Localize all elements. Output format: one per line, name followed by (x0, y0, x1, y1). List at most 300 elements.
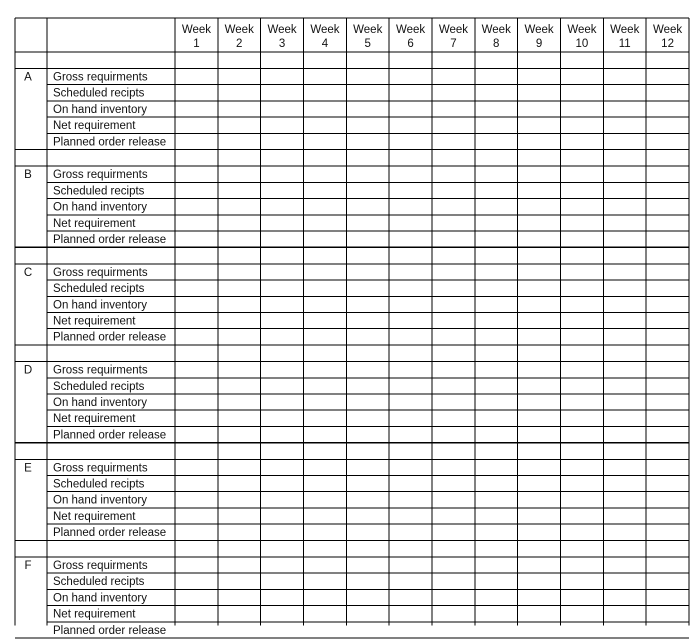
week-cell-input[interactable] (433, 590, 474, 604)
week-cell-input[interactable] (476, 574, 517, 588)
week-cell-input[interactable] (476, 118, 517, 132)
week-cell-input[interactable] (176, 232, 217, 246)
week-cell-input[interactable] (390, 102, 431, 116)
week-cell-input[interactable] (219, 363, 260, 377)
week-cell-input[interactable] (219, 118, 260, 132)
week-cell-input[interactable] (347, 297, 388, 311)
week-cell-input[interactable] (562, 70, 603, 84)
week-cell-input[interactable] (262, 590, 303, 604)
week-cell-input[interactable] (390, 363, 431, 377)
week-cell-input[interactable] (562, 379, 603, 393)
week-cell-input[interactable] (562, 118, 603, 132)
week-cell-input[interactable] (519, 232, 560, 246)
week-cell-input[interactable] (219, 395, 260, 409)
week-cell-input[interactable] (262, 477, 303, 491)
week-cell-input[interactable] (347, 379, 388, 393)
week-cell-input[interactable] (647, 590, 688, 604)
week-cell-input[interactable] (390, 379, 431, 393)
week-cell-input[interactable] (562, 86, 603, 100)
week-cell-input[interactable] (219, 574, 260, 588)
week-cell-input[interactable] (219, 607, 260, 621)
week-cell-input[interactable] (390, 477, 431, 491)
week-cell-input[interactable] (476, 509, 517, 523)
week-cell-input[interactable] (647, 460, 688, 474)
week-cell-input[interactable] (562, 477, 603, 491)
week-cell-input[interactable] (433, 118, 474, 132)
week-cell-input[interactable] (262, 411, 303, 425)
week-cell-input[interactable] (305, 574, 346, 588)
week-cell-input[interactable] (176, 363, 217, 377)
week-cell-input[interactable] (176, 297, 217, 311)
week-cell-input[interactable] (647, 281, 688, 295)
week-cell-input[interactable] (433, 216, 474, 230)
week-cell-input[interactable] (476, 477, 517, 491)
week-cell-input[interactable] (347, 102, 388, 116)
week-cell-input[interactable] (519, 493, 560, 507)
week-cell-input[interactable] (604, 216, 645, 230)
week-cell-input[interactable] (219, 216, 260, 230)
week-cell-input[interactable] (562, 460, 603, 474)
week-cell-input[interactable] (562, 216, 603, 230)
week-cell-input[interactable] (305, 607, 346, 621)
week-cell-input[interactable] (519, 330, 560, 344)
week-cell-input[interactable] (390, 297, 431, 311)
week-cell-input[interactable] (390, 427, 431, 441)
week-cell-input[interactable] (647, 525, 688, 539)
week-cell-input[interactable] (305, 70, 346, 84)
week-cell-input[interactable] (390, 411, 431, 425)
week-cell-input[interactable] (305, 134, 346, 148)
week-cell-input[interactable] (219, 314, 260, 328)
week-cell-input[interactable] (347, 558, 388, 572)
week-cell-input[interactable] (305, 460, 346, 474)
week-cell-input[interactable] (176, 460, 217, 474)
week-cell-input[interactable] (476, 297, 517, 311)
week-cell-input[interactable] (647, 427, 688, 441)
week-cell-input[interactable] (562, 558, 603, 572)
week-cell-input[interactable] (433, 477, 474, 491)
week-cell-input[interactable] (390, 281, 431, 295)
week-cell-input[interactable] (176, 167, 217, 181)
week-cell-input[interactable] (647, 118, 688, 132)
week-cell-input[interactable] (647, 623, 688, 637)
week-cell-input[interactable] (604, 590, 645, 604)
week-cell-input[interactable] (433, 607, 474, 621)
week-cell-input[interactable] (647, 216, 688, 230)
week-cell-input[interactable] (262, 167, 303, 181)
week-cell-input[interactable] (347, 460, 388, 474)
week-cell-input[interactable] (262, 118, 303, 132)
week-cell-input[interactable] (647, 183, 688, 197)
week-cell-input[interactable] (305, 379, 346, 393)
week-cell-input[interactable] (176, 102, 217, 116)
week-cell-input[interactable] (476, 86, 517, 100)
week-cell-input[interactable] (519, 411, 560, 425)
week-cell-input[interactable] (604, 70, 645, 84)
week-cell-input[interactable] (262, 574, 303, 588)
week-cell-input[interactable] (176, 281, 217, 295)
week-cell-input[interactable] (604, 493, 645, 507)
week-cell-input[interactable] (262, 607, 303, 621)
week-cell-input[interactable] (604, 607, 645, 621)
week-cell-input[interactable] (604, 232, 645, 246)
week-cell-input[interactable] (219, 525, 260, 539)
week-cell-input[interactable] (647, 86, 688, 100)
week-cell-input[interactable] (519, 70, 560, 84)
week-cell-input[interactable] (562, 167, 603, 181)
week-cell-input[interactable] (604, 118, 645, 132)
week-cell-input[interactable] (347, 265, 388, 279)
week-cell-input[interactable] (176, 493, 217, 507)
week-cell-input[interactable] (433, 232, 474, 246)
week-cell-input[interactable] (476, 200, 517, 214)
week-cell-input[interactable] (347, 232, 388, 246)
week-cell-input[interactable] (305, 216, 346, 230)
week-cell-input[interactable] (305, 86, 346, 100)
week-cell-input[interactable] (647, 297, 688, 311)
week-cell-input[interactable] (390, 493, 431, 507)
week-cell-input[interactable] (433, 297, 474, 311)
week-cell-input[interactable] (347, 623, 388, 637)
week-cell-input[interactable] (476, 183, 517, 197)
week-cell-input[interactable] (562, 102, 603, 116)
week-cell-input[interactable] (219, 232, 260, 246)
week-cell-input[interactable] (433, 314, 474, 328)
week-cell-input[interactable] (390, 330, 431, 344)
week-cell-input[interactable] (219, 183, 260, 197)
week-cell-input[interactable] (604, 509, 645, 523)
week-cell-input[interactable] (176, 607, 217, 621)
week-cell-input[interactable] (390, 590, 431, 604)
week-cell-input[interactable] (433, 86, 474, 100)
week-cell-input[interactable] (219, 265, 260, 279)
week-cell-input[interactable] (219, 590, 260, 604)
week-cell-input[interactable] (347, 216, 388, 230)
week-cell-input[interactable] (262, 314, 303, 328)
week-cell-input[interactable] (476, 607, 517, 621)
week-cell-input[interactable] (519, 102, 560, 116)
week-cell-input[interactable] (219, 493, 260, 507)
week-cell-input[interactable] (176, 558, 217, 572)
week-cell-input[interactable] (305, 265, 346, 279)
week-cell-input[interactable] (647, 167, 688, 181)
week-cell-input[interactable] (476, 265, 517, 279)
week-cell-input[interactable] (305, 118, 346, 132)
week-cell-input[interactable] (519, 607, 560, 621)
week-cell-input[interactable] (219, 134, 260, 148)
week-cell-input[interactable] (647, 558, 688, 572)
week-cell-input[interactable] (519, 200, 560, 214)
week-cell-input[interactable] (604, 558, 645, 572)
week-cell-input[interactable] (390, 200, 431, 214)
week-cell-input[interactable] (347, 281, 388, 295)
week-cell-input[interactable] (262, 623, 303, 637)
week-cell-input[interactable] (219, 379, 260, 393)
week-cell-input[interactable] (562, 314, 603, 328)
week-cell-input[interactable] (347, 493, 388, 507)
week-cell-input[interactable] (347, 70, 388, 84)
week-cell-input[interactable] (433, 265, 474, 279)
week-cell-input[interactable] (604, 477, 645, 491)
week-cell-input[interactable] (347, 574, 388, 588)
week-cell-input[interactable] (519, 395, 560, 409)
week-cell-input[interactable] (262, 460, 303, 474)
week-cell-input[interactable] (347, 167, 388, 181)
week-cell-input[interactable] (519, 460, 560, 474)
week-cell-input[interactable] (176, 86, 217, 100)
week-cell-input[interactable] (647, 314, 688, 328)
week-cell-input[interactable] (305, 558, 346, 572)
week-cell-input[interactable] (519, 525, 560, 539)
week-cell-input[interactable] (562, 509, 603, 523)
week-cell-input[interactable] (604, 411, 645, 425)
week-cell-input[interactable] (347, 525, 388, 539)
week-cell-input[interactable] (262, 183, 303, 197)
week-cell-input[interactable] (347, 477, 388, 491)
week-cell-input[interactable] (176, 574, 217, 588)
week-cell-input[interactable] (219, 330, 260, 344)
week-cell-input[interactable] (305, 200, 346, 214)
week-cell-input[interactable] (562, 590, 603, 604)
week-cell-input[interactable] (433, 525, 474, 539)
week-cell-input[interactable] (347, 363, 388, 377)
week-cell-input[interactable] (519, 427, 560, 441)
week-cell-input[interactable] (390, 525, 431, 539)
week-cell-input[interactable] (176, 314, 217, 328)
week-cell-input[interactable] (519, 379, 560, 393)
week-cell-input[interactable] (562, 411, 603, 425)
week-cell-input[interactable] (476, 216, 517, 230)
week-cell-input[interactable] (562, 363, 603, 377)
week-cell-input[interactable] (262, 363, 303, 377)
week-cell-input[interactable] (262, 493, 303, 507)
week-cell-input[interactable] (647, 509, 688, 523)
week-cell-input[interactable] (604, 460, 645, 474)
week-cell-input[interactable] (519, 623, 560, 637)
week-cell-input[interactable] (604, 134, 645, 148)
week-cell-input[interactable] (262, 558, 303, 572)
week-cell-input[interactable] (476, 493, 517, 507)
week-cell-input[interactable] (390, 395, 431, 409)
week-cell-input[interactable] (176, 216, 217, 230)
week-cell-input[interactable] (347, 314, 388, 328)
week-cell-input[interactable] (647, 493, 688, 507)
week-cell-input[interactable] (519, 297, 560, 311)
week-cell-input[interactable] (219, 167, 260, 181)
week-cell-input[interactable] (647, 265, 688, 279)
week-cell-input[interactable] (647, 102, 688, 116)
week-cell-input[interactable] (562, 134, 603, 148)
week-cell-input[interactable] (305, 297, 346, 311)
week-cell-input[interactable] (433, 102, 474, 116)
week-cell-input[interactable] (347, 395, 388, 409)
week-cell-input[interactable] (433, 623, 474, 637)
week-cell-input[interactable] (262, 200, 303, 214)
week-cell-input[interactable] (390, 70, 431, 84)
week-cell-input[interactable] (433, 395, 474, 409)
week-cell-input[interactable] (476, 411, 517, 425)
week-cell-input[interactable] (433, 363, 474, 377)
week-cell-input[interactable] (562, 493, 603, 507)
week-cell-input[interactable] (305, 623, 346, 637)
week-cell-input[interactable] (219, 86, 260, 100)
week-cell-input[interactable] (219, 281, 260, 295)
week-cell-input[interactable] (176, 118, 217, 132)
week-cell-input[interactable] (305, 395, 346, 409)
week-cell-input[interactable] (390, 460, 431, 474)
week-cell-input[interactable] (433, 427, 474, 441)
week-cell-input[interactable] (604, 379, 645, 393)
week-cell-input[interactable] (433, 379, 474, 393)
week-cell-input[interactable] (347, 590, 388, 604)
week-cell-input[interactable] (433, 134, 474, 148)
week-cell-input[interactable] (219, 297, 260, 311)
week-cell-input[interactable] (604, 200, 645, 214)
week-cell-input[interactable] (476, 427, 517, 441)
week-cell-input[interactable] (219, 411, 260, 425)
week-cell-input[interactable] (262, 525, 303, 539)
week-cell-input[interactable] (562, 525, 603, 539)
week-cell-input[interactable] (433, 200, 474, 214)
week-cell-input[interactable] (390, 623, 431, 637)
week-cell-input[interactable] (562, 427, 603, 441)
week-cell-input[interactable] (647, 379, 688, 393)
week-cell-input[interactable] (433, 281, 474, 295)
week-cell-input[interactable] (219, 623, 260, 637)
week-cell-input[interactable] (219, 509, 260, 523)
week-cell-input[interactable] (305, 427, 346, 441)
week-cell-input[interactable] (604, 102, 645, 116)
week-cell-input[interactable] (176, 70, 217, 84)
week-cell-input[interactable] (604, 297, 645, 311)
week-cell-input[interactable] (390, 216, 431, 230)
week-cell-input[interactable] (262, 265, 303, 279)
week-cell-input[interactable] (476, 623, 517, 637)
week-cell-input[interactable] (519, 558, 560, 572)
week-cell-input[interactable] (390, 265, 431, 279)
week-cell-input[interactable] (390, 509, 431, 523)
week-cell-input[interactable] (562, 607, 603, 621)
week-cell-input[interactable] (262, 330, 303, 344)
week-cell-input[interactable] (347, 183, 388, 197)
week-cell-input[interactable] (476, 314, 517, 328)
week-cell-input[interactable] (519, 574, 560, 588)
week-cell-input[interactable] (476, 363, 517, 377)
week-cell-input[interactable] (647, 70, 688, 84)
week-cell-input[interactable] (433, 70, 474, 84)
week-cell-input[interactable] (262, 509, 303, 523)
week-cell-input[interactable] (390, 607, 431, 621)
week-cell-input[interactable] (647, 395, 688, 409)
week-cell-input[interactable] (604, 167, 645, 181)
week-cell-input[interactable] (347, 118, 388, 132)
week-cell-input[interactable] (176, 134, 217, 148)
week-cell-input[interactable] (305, 281, 346, 295)
week-cell-input[interactable] (647, 411, 688, 425)
week-cell-input[interactable] (305, 314, 346, 328)
week-cell-input[interactable] (562, 265, 603, 279)
week-cell-input[interactable] (262, 281, 303, 295)
week-cell-input[interactable] (262, 216, 303, 230)
week-cell-input[interactable] (176, 183, 217, 197)
week-cell-input[interactable] (604, 265, 645, 279)
week-cell-input[interactable] (347, 330, 388, 344)
week-cell-input[interactable] (519, 134, 560, 148)
week-cell-input[interactable] (476, 134, 517, 148)
week-cell-input[interactable] (476, 590, 517, 604)
week-cell-input[interactable] (176, 395, 217, 409)
week-cell-input[interactable] (390, 86, 431, 100)
week-cell-input[interactable] (262, 86, 303, 100)
week-cell-input[interactable] (562, 281, 603, 295)
week-cell-input[interactable] (219, 427, 260, 441)
week-cell-input[interactable] (347, 200, 388, 214)
week-cell-input[interactable] (390, 232, 431, 246)
week-cell-input[interactable] (604, 86, 645, 100)
week-cell-input[interactable] (219, 102, 260, 116)
week-cell-input[interactable] (176, 427, 217, 441)
week-cell-input[interactable] (519, 183, 560, 197)
week-cell-input[interactable] (604, 525, 645, 539)
week-cell-input[interactable] (476, 525, 517, 539)
week-cell-input[interactable] (647, 477, 688, 491)
week-cell-input[interactable] (647, 330, 688, 344)
week-cell-input[interactable] (647, 607, 688, 621)
week-cell-input[interactable] (347, 509, 388, 523)
week-cell-input[interactable] (219, 477, 260, 491)
week-cell-input[interactable] (604, 281, 645, 295)
week-cell-input[interactable] (519, 265, 560, 279)
week-cell-input[interactable] (476, 395, 517, 409)
week-cell-input[interactable] (476, 330, 517, 344)
week-cell-input[interactable] (176, 525, 217, 539)
week-cell-input[interactable] (305, 525, 346, 539)
week-cell-input[interactable] (433, 460, 474, 474)
week-cell-input[interactable] (305, 590, 346, 604)
week-cell-input[interactable] (219, 70, 260, 84)
week-cell-input[interactable] (390, 167, 431, 181)
week-cell-input[interactable] (347, 86, 388, 100)
week-cell-input[interactable] (176, 379, 217, 393)
week-cell-input[interactable] (604, 330, 645, 344)
week-cell-input[interactable] (562, 297, 603, 311)
week-cell-input[interactable] (219, 200, 260, 214)
week-cell-input[interactable] (519, 590, 560, 604)
week-cell-input[interactable] (647, 363, 688, 377)
week-cell-input[interactable] (562, 330, 603, 344)
week-cell-input[interactable] (262, 70, 303, 84)
week-cell-input[interactable] (433, 574, 474, 588)
week-cell-input[interactable] (476, 70, 517, 84)
week-cell-input[interactable] (347, 411, 388, 425)
week-cell-input[interactable] (176, 265, 217, 279)
week-cell-input[interactable] (176, 623, 217, 637)
week-cell-input[interactable] (433, 330, 474, 344)
week-cell-input[interactable] (433, 411, 474, 425)
week-cell-input[interactable] (476, 281, 517, 295)
week-cell-input[interactable] (262, 395, 303, 409)
week-cell-input[interactable] (476, 102, 517, 116)
week-cell-input[interactable] (647, 200, 688, 214)
week-cell-input[interactable] (647, 134, 688, 148)
week-cell-input[interactable] (476, 379, 517, 393)
week-cell-input[interactable] (176, 477, 217, 491)
week-cell-input[interactable] (390, 314, 431, 328)
week-cell-input[interactable] (519, 167, 560, 181)
week-cell-input[interactable] (176, 590, 217, 604)
week-cell-input[interactable] (519, 281, 560, 295)
week-cell-input[interactable] (305, 183, 346, 197)
